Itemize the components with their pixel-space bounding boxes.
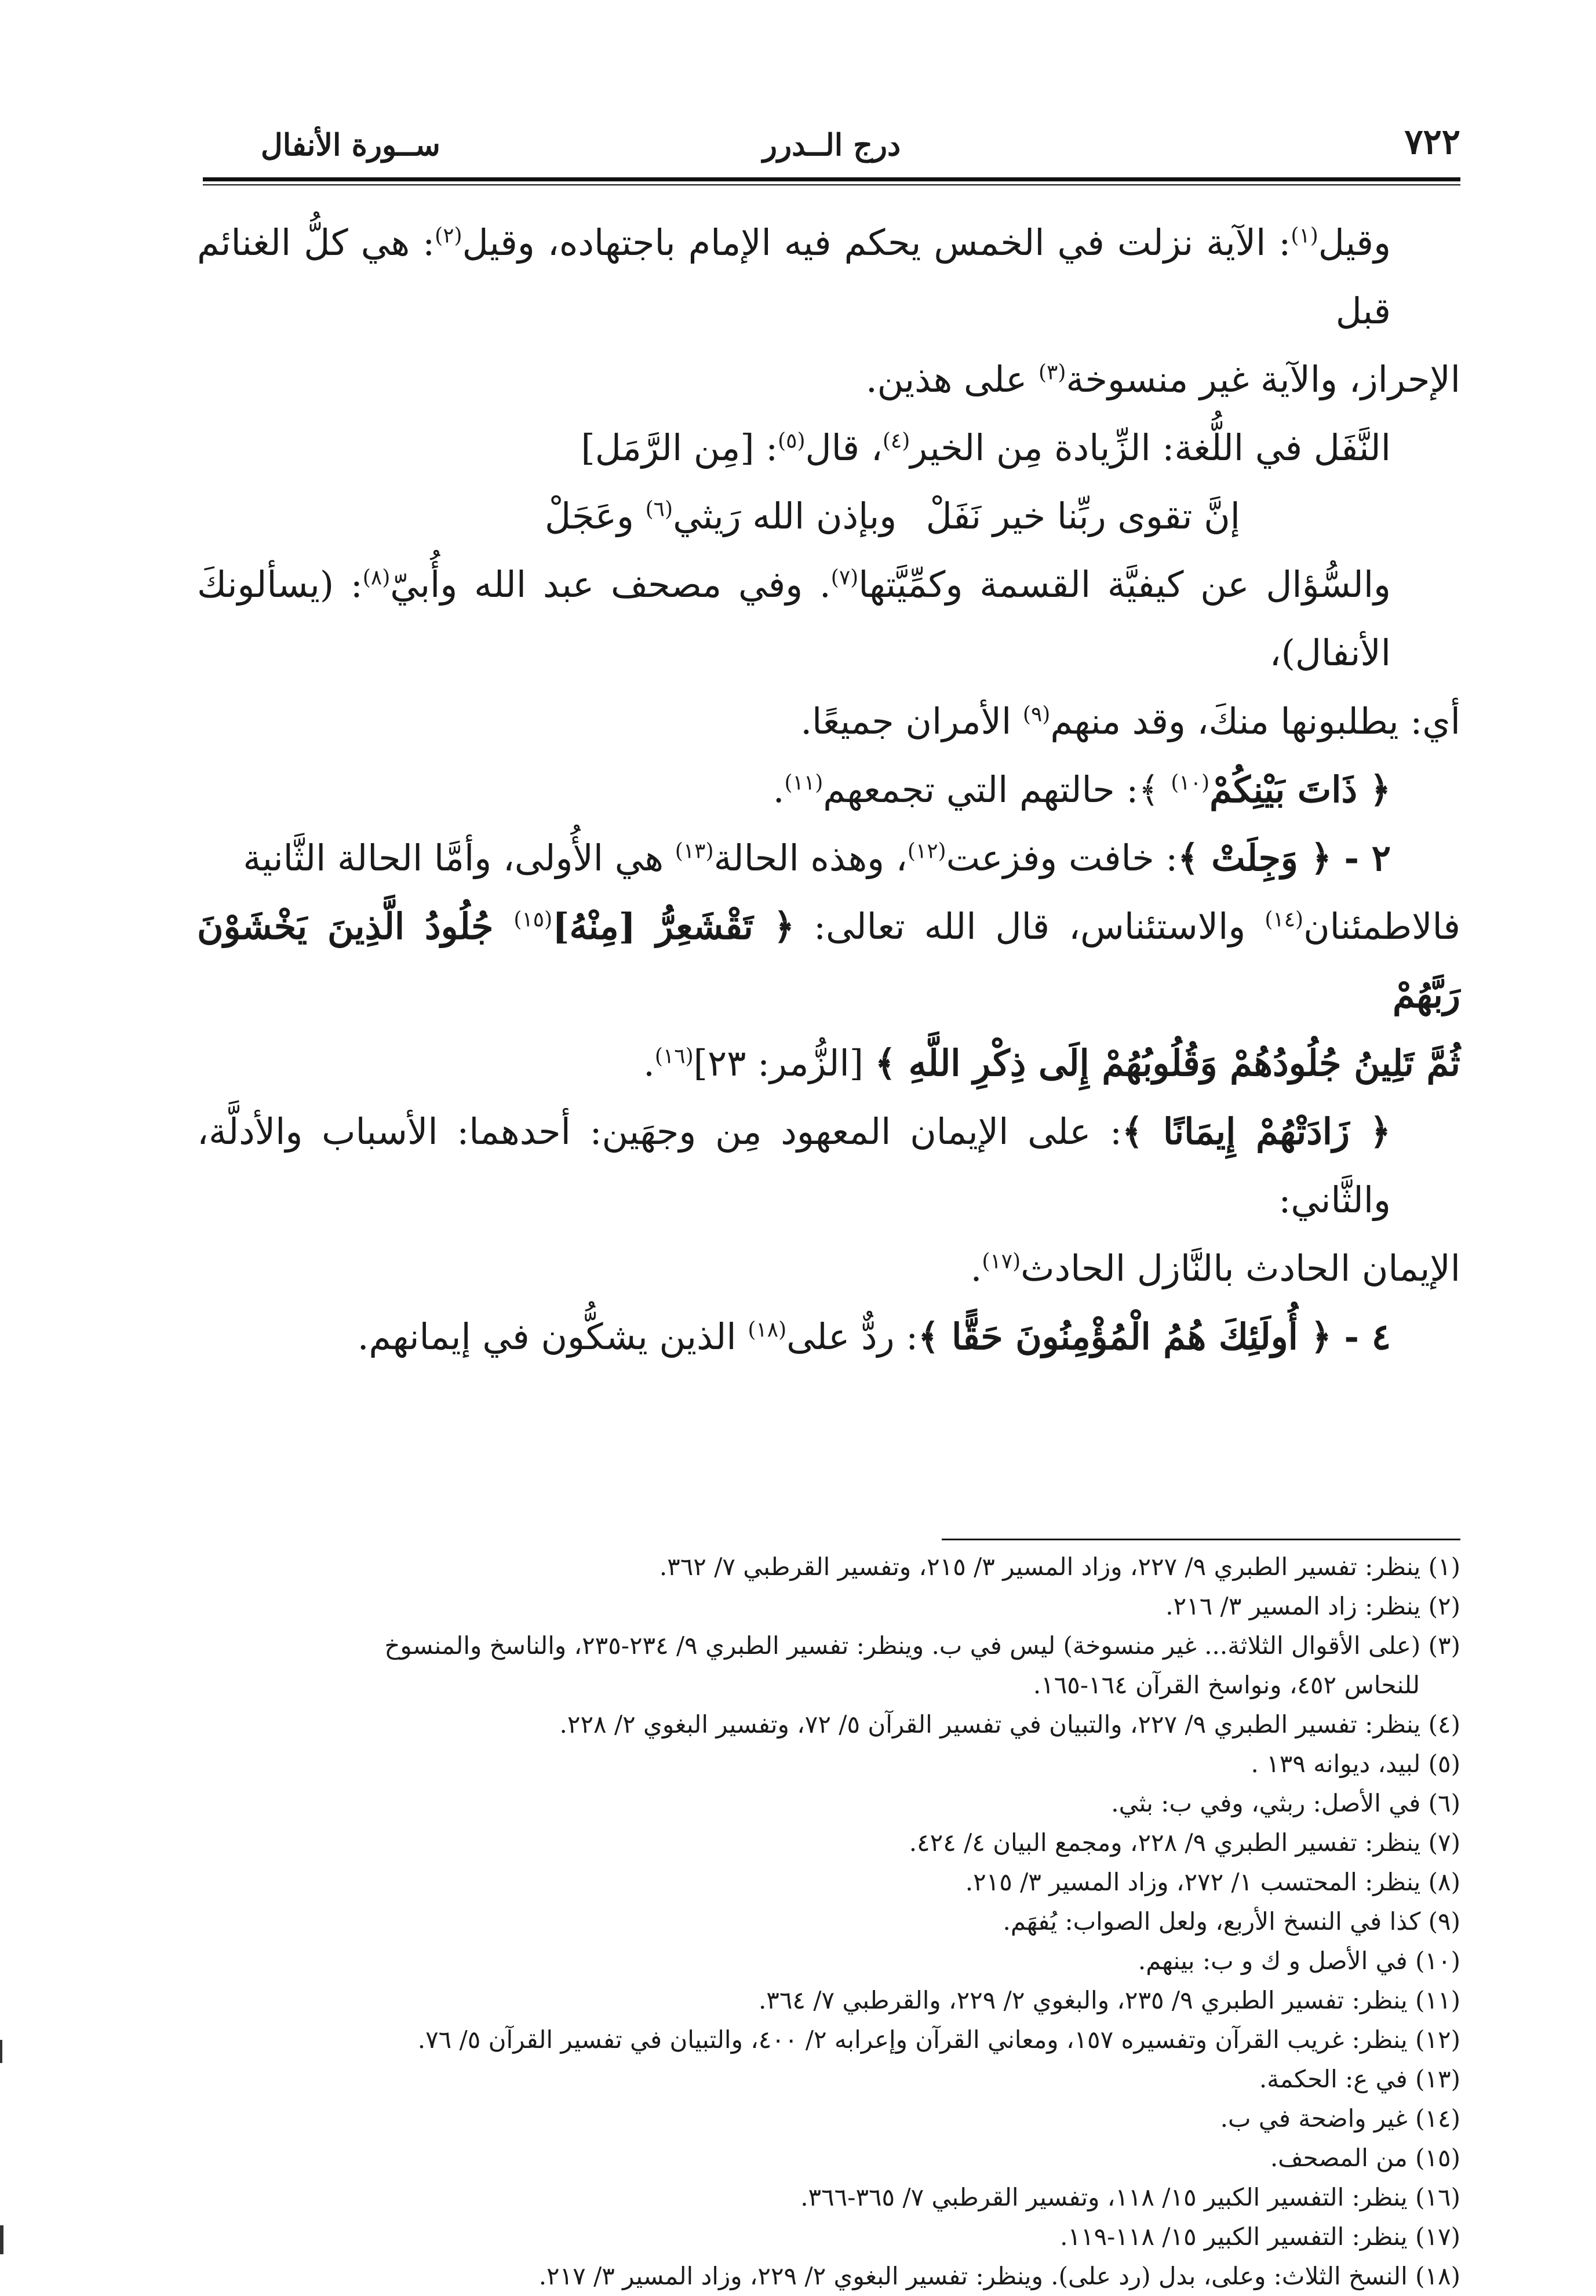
- footnote-ref: (١٦): [654, 1044, 694, 1069]
- poem-second-hemistich: وبإذن الله رَيثي$^{(٦)}$ وعَجَلْ: [545, 495, 897, 537]
- main-text: [197, 209, 1460, 1371]
- footnote: (١٨) النسخ الثلاث: وعلى، بدل (رد على). وينظر: تفسير البغوي ٢/ ٢٢٩، وزاد المسير ٣/ ٢١٧.: [538, 2262, 1460, 2290]
- footnote-ref: (١): [1291, 224, 1318, 248]
- page-number: ٧٢٢: [1404, 122, 1460, 162]
- footnote: (٢) ينظر: زاد المسير ٣/ ٢١٦.: [1165, 1592, 1460, 1620]
- text-line: الإحراز، والآية غير منسوخة$^{(٣)}$ على هذين.: [865, 358, 1460, 400]
- footnote: (١٠) في الأصل و ك و ب: بينهم.: [1138, 1947, 1460, 1975]
- footnote: (٨) ينظر: المحتسب ١/ ٢٧٢، وزاد المسير ٣/ ٢١٥.: [965, 1868, 1460, 1896]
- quran-quote: جُلُودُ الَّذِينَ يَخْشَوْنَ رَبَّهُمْ: [197, 905, 1460, 1016]
- quran-term: ﴿ ذَاتَ بَيْنِكُمْ: [1209, 768, 1391, 811]
- footnote-ref: (٥): [778, 429, 806, 453]
- footnote-ref: (٦): [645, 497, 673, 522]
- footnote-continuation: للنحاس ٤٥٢، ونواسخ القرآن ١٦٤-١٦٥.: [1033, 1671, 1420, 1699]
- quran-quote: ﴿ تَقْشَعِرُّ [مِنْهُ]: [552, 905, 795, 947]
- footnote: (١٤) غير واضحة في ب.: [1220, 2104, 1460, 2133]
- poem-first-hemistich: إنَّ تقوى ربِّنا خير نَفَلْ: [925, 495, 1240, 537]
- text-line: ﴿ ذَاتَ بَيْنِكُمْ$^{(١٠)}$ ﴾: حالتهم التي تجمعهم$^{(١١)}$.: [773, 768, 1391, 811]
- text-line: وقيل$^{(١)}$: الآية نزلت في الخمس يحكم فيه الإمام باجتهاده، وقيل$^{(٢)}$: هي كلُّ الغنائم قبل: [197, 221, 1391, 332]
- page-header: [203, 122, 1460, 185]
- footnote-ref: (١١): [784, 771, 823, 795]
- text-line: ثُمَّ تَلِينُ جُلُودُهُمْ وَقُلُوبُهُمْ إِلَى ذِكْرِ اللَّهِ ﴾ [الزُّمر: ٢٣]$^{(١٦)}$.: [643, 1042, 1460, 1084]
- surah-title: ســورة الأنفال: [261, 127, 440, 163]
- text-line: ﴿ زَادَتْهُمْ إِيمَانًا ﴾: على الإيمان المعهود مِن وجهَين: أحدهما: الأسباب والأدلَّة، والثَّاني:: [197, 1110, 1391, 1221]
- footnote-ref: (١٧): [982, 1249, 1021, 1274]
- text-line: فالاطمئنان$^{(١٤)}$ والاستئناس، قال الله تعالى: ﴿ تَقْشَعِرُّ [مِنْهُ]$^{(١٥)}$ جُلُودُ الَّذِينَ يَخْشَوْنَ رَبَّهُمْ: [197, 905, 1461, 1016]
- header-rule-thick: [203, 177, 1460, 181]
- header-rule-thin: [203, 184, 1460, 185]
- footnote-ref: (١٠): [1171, 771, 1210, 795]
- footnote-ref: (١٥): [513, 908, 553, 932]
- quran-term: ﴿ زَادَتْهُمْ إِيمَانًا ﴾: [1122, 1110, 1391, 1153]
- footnote-ref: (٨): [362, 566, 391, 590]
- footnote: (١٢) ينظر: غريب القرآن وتفسيره ١٥٧، ومعاني القرآن وإعرابه ٢/ ٤٠٠، والتبيان في تفسير القرآن ٥/ ٧٦.: [417, 2025, 1460, 2054]
- book-title: درج الــدرر: [762, 127, 901, 163]
- footnotes: [197, 1547, 1460, 2296]
- text-line: والسُّؤال عن كيفيَّة القسمة وكمِّيَّتها$^{(٧)}$. وفي مصحف عبد الله وأُبيّ$^{(٨)}$: (يسألونكَ الأنفال)،: [197, 563, 1391, 674]
- text-line: ٤ - ﴿ أُولَئِكَ هُمُ الْمُؤْمِنُونَ حَقًّا ﴾: ردٌّ على$^{(١٨)}$ الذين يشكُّون في إيمانهم.: [357, 1315, 1391, 1358]
- poem-verse: [197, 482, 1460, 551]
- quran-term: ٤ - ﴿ أُولَئِكَ هُمُ الْمُؤْمِنُونَ حَقًّا ﴾: [918, 1315, 1391, 1358]
- footnote-ref: (٤): [882, 429, 910, 453]
- footnote-ref: (٧): [830, 566, 859, 590]
- text-line: النَّفَل في اللُّغة: الزِّيادة مِن الخير$^{(٤)}$، قال$^{(٥)}$: [مِن الرَّمَل]: [581, 427, 1391, 469]
- text-line: ٢ - ﴿ وَجِلَتْ ﴾: خافت وفزعت$^{(١٢)}$، وهذه الحالة$^{(١٣)}$ هي الأُولى، وأمَّا الحالة الثَّانية: [243, 837, 1391, 879]
- footnote: (١) ينظر: تفسير الطبري ٩/ ٢٢٧، وزاد المسير ٣/ ٢١٥، وتفسير القرطبي ٧/ ٣٦٢.: [659, 1552, 1460, 1581]
- footnote-ref: (٣): [1038, 360, 1066, 385]
- text-line: الإيمان الحادث بالنَّازل الحادث$^{(١٧)}$.: [970, 1247, 1460, 1289]
- footnote: (١٣) في ع: الحكمة.: [1259, 2065, 1460, 2093]
- footnote: (١٧) ينظر: التفسير الكبير ١٥/ ١١٨-١١٩.: [1060, 2222, 1460, 2251]
- footnote: (٧) ينظر: تفسير الطبري ٩/ ٢٢٨، ومجمع البيان ٤/ ٤٢٤.: [909, 1828, 1460, 1857]
- footnote-ref: (١٤): [1265, 908, 1304, 932]
- footnote: (٩) كذا في النسخ الأربع، ولعل الصواب: يُفهَم.: [1003, 1907, 1460, 1936]
- footnote-ref: (٢): [435, 224, 462, 248]
- footnote: (١٦) ينظر: التفسير الكبير ١٥/ ١١٨، وتفسير القرطبي ٧/ ٣٦٥-٣٦٦.: [800, 2183, 1460, 2211]
- scan-speck: [0, 2225, 3, 2254]
- footnote-ref: (١٣): [675, 839, 714, 863]
- footnote: (١٥) من المصحف.: [1270, 2144, 1460, 2172]
- quran-term: ٢ - ﴿ وَجِلَتْ ﴾: [1178, 837, 1391, 879]
- footnote-ref: (١٨): [748, 1318, 787, 1342]
- footnote: (٥) لبيد، ديوانه ١٣٩ .: [1251, 1750, 1460, 1778]
- footnote: (٣) (على الأقوال الثلاثة... غير منسوخة) ليس في ب. وينظر: تفسير الطبري ٩/ ٢٣٤-٢٣٥، والناسخ والمنسوخ: [384, 1631, 1460, 1660]
- text-line: أي: يطلبونها منكَ، وقد منهم$^{(٩)}$ الأمران جميعًا.: [800, 700, 1460, 742]
- footnote-ref: (٩): [1022, 702, 1051, 727]
- footnote: (٤) ينظر: تفسير الطبري ٩/ ٢٢٧، والتبيان في تفسير القرآن ٥/ ٧٢، وتفسير البغوي ٢/ ٢٢٨.: [559, 1710, 1460, 1739]
- scan-speck: [0, 2040, 2, 2063]
- footnote-ref: (١٢): [907, 839, 946, 863]
- quran-quote: ثُمَّ تَلِينُ جُلُودُهُمْ وَقُلُوبُهُمْ إِلَى ذِكْرِ اللَّهِ ﴾: [874, 1042, 1460, 1084]
- footnote: (١١) ينظر: تفسير الطبري ٩/ ٢٣٥، والبغوي ٢/ ٢٢٩، والقرطبي ٧/ ٣٦٤.: [758, 1986, 1460, 2014]
- footnote-separator: [942, 1539, 1460, 1540]
- footnote: (٦) في الأصل: ربثي، وفي ب: بثي.: [1111, 1789, 1460, 1817]
